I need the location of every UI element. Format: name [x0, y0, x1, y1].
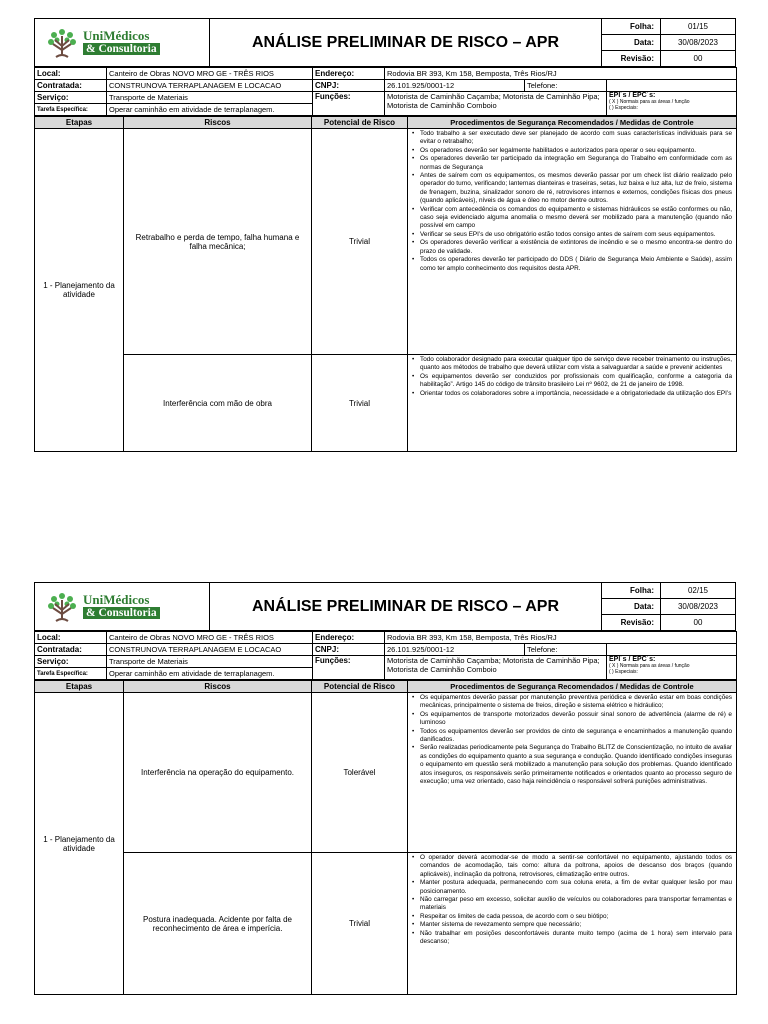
list-item: • Manter sistema de revezamento sempre que necessário; [412, 921, 732, 929]
logo [35, 583, 210, 631]
brand-name: UniMédicos [83, 592, 150, 607]
brand-name: UniMédicos [83, 28, 150, 43]
telefone-label: Telefone: [525, 80, 607, 92]
epi-box [607, 92, 737, 116]
list-item: • Os equipamentos de transporte motorizados deverão possuir sinal sonoro de advertência (alarme de ré) e luminoso [412, 711, 732, 728]
risk-table [34, 680, 737, 995]
info-table [34, 631, 737, 680]
logo [35, 19, 210, 67]
list-item: • Todos os equipamentos deverão ser providos de cinto de segurança e encaminhados a manutenção quando danificados. [412, 728, 732, 745]
contratada-value: CONSTRUNOVA TERRAPLANAGEM E LOCACAO [107, 644, 313, 656]
endereco-value: Rodovia BR 393, Km 158, Bemposta, Três Rios/RJ [385, 632, 737, 644]
col-riscos: Riscos [124, 117, 312, 129]
brand-subname: & Consultoria [83, 43, 160, 55]
risco-cell: Interferência na operação do equipamento. [124, 693, 312, 853]
list-item: • Orientar todos os colaboradores sobre a importância, necessidade e a obrigatoriedade da utilização dos EPI’s [412, 390, 732, 398]
endereco-value: Rodovia BR 393, Km 158, Bemposta, Três Rios/RJ [385, 68, 737, 80]
revisao-value: 00 [661, 51, 736, 67]
col-riscos: Riscos [124, 681, 312, 693]
endereco-label: Endereço: [313, 632, 385, 644]
brand-subname: & Consultoria [83, 607, 160, 619]
list-item: • Todo colaborador designado para executar qualquer tipo de serviço deve receber treinamento ou instruções, quanto aos métodos de trabalho que deverá utilizar com vista a salvaguardar a saúde e prevenir acidentes [412, 356, 732, 373]
folha-value: 01/15 [661, 19, 736, 35]
tarefa-value: Operar caminhão em atividade de terraplanagem. [107, 668, 313, 680]
info-table [34, 67, 737, 116]
list-item: • Não trabalhar em posições desconfortáveis durante muito tempo (acima de 1 hora) sem intervalo para descanso; [412, 930, 732, 947]
contratada-label: Contratada: [35, 80, 107, 92]
risk-table [34, 116, 737, 452]
list-item: • Respeitar os limites de cada pessoa, de acordo com o seu biótipo; [412, 913, 732, 921]
header-table [34, 18, 736, 67]
folha-label: Folha: [602, 19, 661, 35]
revisao-label: Revisão: [602, 51, 661, 67]
etapa-cell: 1 - Planejamento da atividade [35, 129, 124, 452]
risco-cell: Retrabalho e perda de tempo, falha humana e falha mecânica; [124, 129, 312, 355]
col-etapas: Etapas [35, 681, 124, 693]
folha-label: Folha: [602, 583, 661, 599]
procedimentos-cell [408, 853, 737, 995]
potencial-cell: Trivial [312, 853, 408, 995]
page-title: ANÁLISE PRELIMINAR DE RISCO – APR [210, 19, 602, 67]
list-item: • Os operadores deverão ser legalmente habilitados e autorizados para operar o seu equipamento. [412, 147, 732, 155]
data-label: Data: [602, 599, 661, 615]
local-label: Local: [35, 68, 107, 80]
funcoes-label: Funções: [313, 656, 385, 680]
potencial-cell: Trivial [312, 355, 408, 452]
endereco-label: Endereço: [313, 68, 385, 80]
procedimentos-cell [408, 693, 737, 853]
funcoes-value: Motorista de Caminhão Caçamba; Motorista de Caminhão Pipa; Motorista de Caminhão Comboio [385, 656, 607, 680]
list-item: • Os operadores deverão verificar a existência de extintores de incêndio e se o mesmo encontra-se dentro do prazo de validade. [412, 239, 732, 256]
col-etapas: Etapas [35, 117, 124, 129]
col-procedimentos: Procedimentos de Segurança Recomendados / Medidas de Controle [408, 681, 737, 693]
data-value: 30/08/2023 [661, 599, 736, 615]
header-table [34, 582, 736, 631]
list-item: • Verificar se seus EPI’s de uso obrigatório estão todos consigo antes de saírem com seus equipamentos. [412, 231, 732, 239]
epi-especiais: ( ) Especiais: [609, 669, 638, 675]
list-item: • Todo trabalho a ser executado deve ser planejado de acordo com suas características individuais para se evitar o retrabalho; [412, 130, 732, 147]
epi-especiais: ( ) Especiais: [609, 105, 638, 111]
list-item: • Verificar com antecedência os comandos do equipamento e sistemas hidráulicos se estão conformes ou não, caso seja evidenciado alguma anomalia o mesmo deverá ser mobilizado para a manutenção (quando não possível em campo [412, 206, 732, 231]
tree-of-people-icon [45, 26, 79, 60]
data-value: 30/08/2023 [661, 35, 736, 51]
cnpj-value: 26.101.925/0001-12 [385, 80, 525, 92]
apr-page-1 [34, 18, 736, 452]
epi-normais: ( X ) Normais para as áreas / função [609, 99, 690, 105]
revisao-value: 00 [661, 615, 736, 631]
servico-label: Serviço: [35, 92, 107, 104]
risco-cell: Postura inadequada. Acidente por falta de reconhecimento de área e imperícia. [124, 853, 312, 995]
col-potencial: Potencial de Risco [312, 681, 408, 693]
local-label: Local: [35, 632, 107, 644]
potencial-cell: Trivial [312, 129, 408, 355]
epi-title: EPI´s / EPC´s: [609, 92, 656, 99]
telefone-label: Telefone: [525, 644, 607, 656]
procedimentos-cell [408, 355, 737, 452]
telefone-value [607, 644, 737, 656]
col-potencial: Potencial de Risco [312, 117, 408, 129]
funcoes-value: Motorista de Caminhão Caçamba; Motorista de Caminhão Pipa; Motorista de Caminhão Comboio [385, 92, 607, 116]
list-item: • Os equipamentos deverão passar por manutenção preventiva periódica e deverão estar em boas condições mecânicas, principalmente o sistema de freios, direção e sistema elétrico e hidráulico; [412, 694, 732, 711]
page-title: ANÁLISE PRELIMINAR DE RISCO – APR [210, 583, 602, 631]
revisao-label: Revisão: [602, 615, 661, 631]
list-item: • Não carregar peso em excesso, solicitar auxílio de veículos ou colaboradores para transportar ferramentas e materiais [412, 896, 732, 913]
tree-of-people-icon [45, 590, 79, 624]
cnpj-label: CNPJ: [313, 80, 385, 92]
list-item: • Antes de saírem com os equipamentos, os mesmos deverão passar por um check list diário realizado pelo operador do turno, verificando; lanternas dianteiras e traseiras, setas, luz baixa e luz alta, luz de freio, sistema de frenagem, buzina, sinalizador sonoro de ré, retrovisores internos e externos, condições físicas dos pneus (quando aplicáveis), níveis de água e óleo no motor dentre outros. [412, 172, 732, 206]
list-item: • Os operadores deverão ter participado da integração em Segurança do Trabalho em conformidade com as normas de Segurança [412, 155, 732, 172]
procedimentos-cell [408, 129, 737, 355]
contratada-label: Contratada: [35, 644, 107, 656]
tarefa-value: Operar caminhão em atividade de terraplanagem. [107, 104, 313, 116]
tarefa-label: Tarefa Específica: [35, 668, 107, 680]
list-item: • Os equipamentos deverão ser conduzidos por profissionais com qualificação, conforme a categoria da habilitação”. Artigo 145 do código de trânsito brasileiro Lei nº 9602, de 21 de janeiro de 1998. [412, 373, 732, 390]
list-item: • O operador deverá acomodar-se de modo a sentir-se confortável no equipamento, ajustando todos os comandos de acomodação, tais como: altura da poltrona, apoios de descanso dos braços (quando aplicáveis), inclinação da poltrona, retrovisores, climatização entre outros. [412, 854, 732, 879]
etapa-cell: 1 - Planejamento da atividade [35, 693, 124, 995]
cnpj-label: CNPJ: [313, 644, 385, 656]
funcoes-label: Funções: [313, 92, 385, 116]
table-row [35, 129, 737, 355]
epi-title: EPI´s / EPC´s: [609, 656, 656, 663]
list-item: • Serão realizadas periodicamente pela Segurança do Trabalho BLITZ de Conscientização, no intuito de avaliar as condições do equipamento quanto a sua segurança e condução. Quando identificado condições inseguras o equipamento em questão será mobilizado a manutenção para solução dos problemas. Quando identificado atos inseguros, os responsáveis serão primeiramente notificados e orientados quanto ao processo seguro de execução; uma vez orientado, caso haja reincidência o responsável sofrerá punições administrativas. [412, 744, 732, 786]
table-row [35, 853, 737, 995]
telefone-value [607, 80, 737, 92]
servico-value: Transporte de Materiais [107, 656, 313, 668]
epi-box [607, 656, 737, 680]
list-item: • Manter postura adequada, permanecendo com sua coluna ereta, a fim de evitar qualquer lesão por mau posicionamento. [412, 879, 732, 896]
epi-normais: ( X ) Normais para as áreas / função [609, 663, 690, 669]
apr-page-2 [34, 582, 736, 995]
cnpj-value: 26.101.925/0001-12 [385, 644, 525, 656]
local-value: Canteiro de Obras NOVO MRO GE - TRÊS RIOS [107, 68, 313, 80]
list-item: • Todos os operadores deverão ter participado do DDS ( Diário de Segurança Meio Ambiente e Saúde), assim como ter amplo conhecimento dos requisitos desta APR. [412, 256, 732, 273]
local-value: Canteiro de Obras NOVO MRO GE - TRÊS RIOS [107, 632, 313, 644]
folha-value: 02/15 [661, 583, 736, 599]
servico-value: Transporte de Materiais [107, 92, 313, 104]
table-row [35, 355, 737, 452]
potencial-cell: Tolerável [312, 693, 408, 853]
col-procedimentos: Procedimentos de Segurança Recomendados / Medidas de Controle [408, 117, 737, 129]
data-label: Data: [602, 35, 661, 51]
table-row [35, 693, 737, 853]
contratada-value: CONSTRUNOVA TERRAPLANAGEM E LOCACAO [107, 80, 313, 92]
tarefa-label: Tarefa Específica: [35, 104, 107, 116]
risco-cell: Interferência com mão de obra [124, 355, 312, 452]
servico-label: Serviço: [35, 656, 107, 668]
